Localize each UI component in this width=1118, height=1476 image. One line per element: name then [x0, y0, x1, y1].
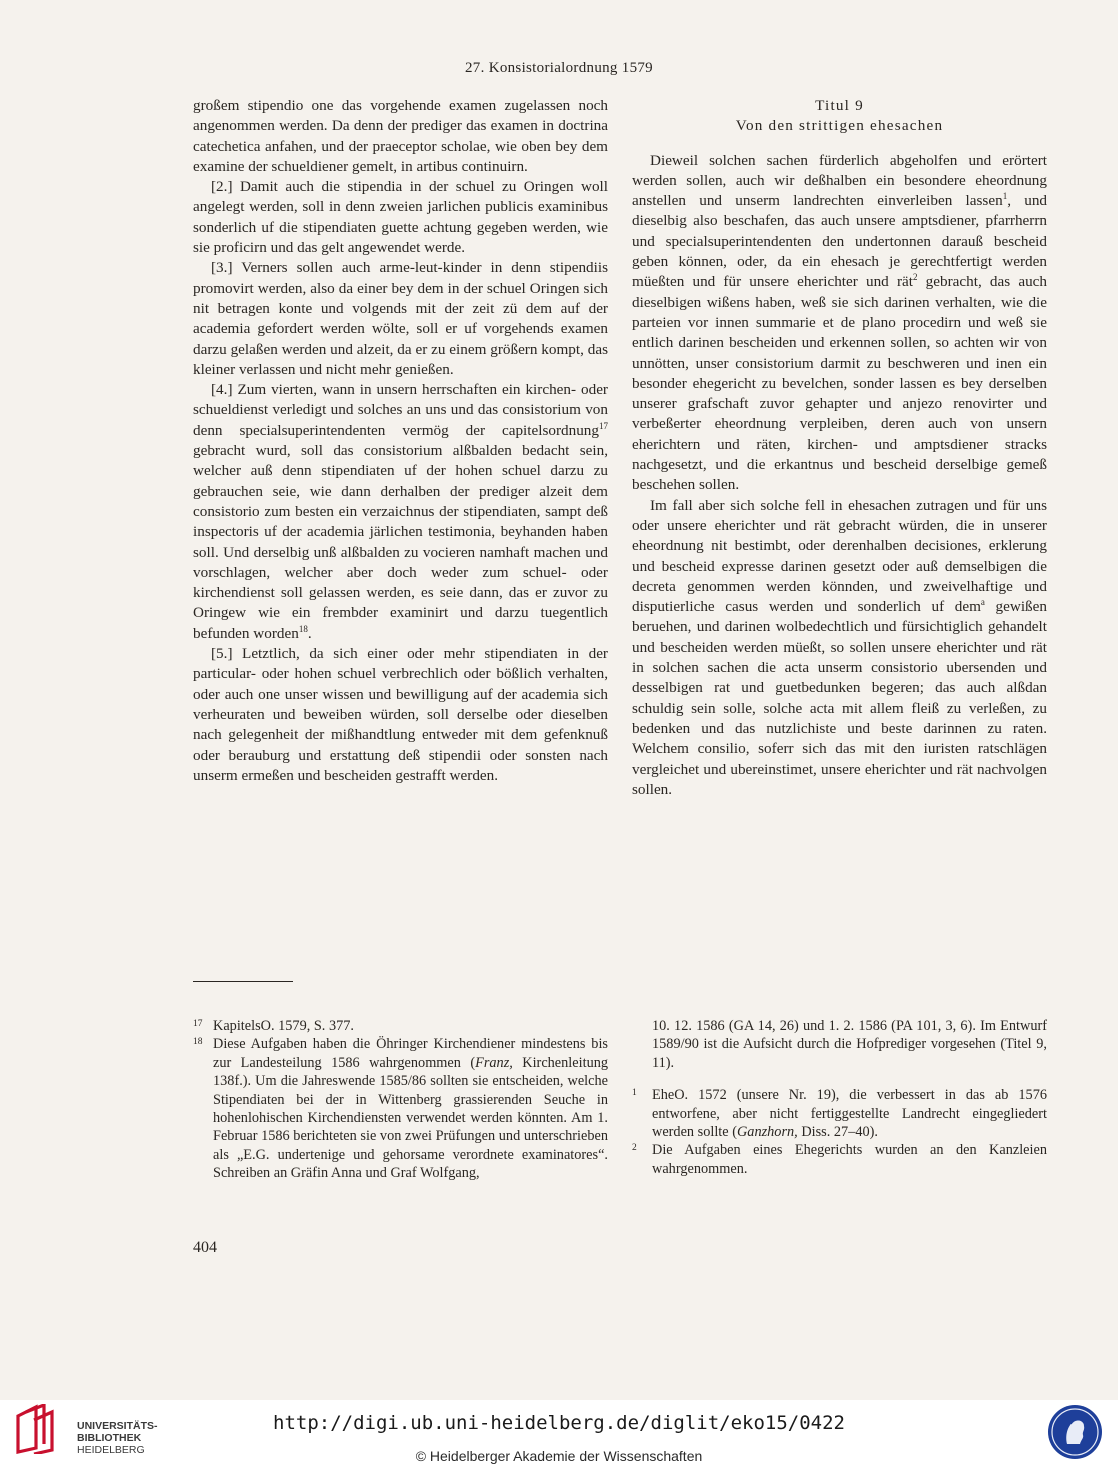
section-title — [632, 96, 1047, 137]
logo-text: UNIVERSITÄTS- BIBLIOTHEK HEIDELBERG — [77, 1420, 158, 1456]
footnote-ref-18[interactable]: 18 — [298, 623, 308, 634]
academy-seal-icon — [1047, 1404, 1103, 1460]
left-column — [193, 96, 608, 786]
permalink-url[interactable]: http://digi.ub.uni-heidelberg.de/diglit/eko15/0422 — [273, 1412, 845, 1434]
paragraph-5: [5.] Letztlich, da sich einer oder mehr stipendiaten in der particular- oder hohen schuel verbrechlich oder bößlich verhalten, oder auch one unser wissen und bewilligung auf der academia sich verheuraten und beweiben würden, soll derselbe oder dieselben nach gelegenheit der mißhandtlung entweder mit dem gefenknuß oder berauburg und erstattung deß stipendii oder sonsten nach unserm ermeßen und bescheiden gestrafft werden. — [193, 645, 608, 784]
paragraph-r1: Dieweil solchen sachen fürderlich abgeholfen und erörtert werden sollen, auch wir deßhalben ein besondere eheordnung anstellen und unserm landrechten einverleiben lassen$^1$, und dieselbig also beschafen, das auch unsere amptsdiener, pfarrherrn und specialsuperintendenten den undertonnen darauß bescheid geben können, oder, da ein ehesach je gerechtfertigt werden müeßten und für unsere eherichter und rät$^2$ gebracht, das auch dieselbigen wißens haben, weß sie sich darinen verhalten, wie die parteien vor innen summarie et de plano procedirn und weß sie entlich darinen bescheiden und erkennen sollen, so achten wir von unnötten, unser consistorium darmit zu beschweren und inen ein besonder ehegericht zu bevelchen, sonder lassen es bey derselben unserer grafschaft zuvor gehapter und anjezo renovirter und verbeßerter eheordnung verpleiben, deren auch von unsern eherichtern und räten, kirchen- und amptsdiener stracks nachgesetzt, und die erkantnus und bescheid derselbige gemeß beschehen sollen. — [632, 151, 1048, 494]
footnote-1: 1 EheO. 1572 (unsere Nr. 19), die verbessert in das ab 1576 entworfene, aber nicht fertiggestellte Landrecht eingegliedert werden sollte (Ganzhorn, Diss. 27–40). — [632, 1087, 1047, 1141]
footnote-18: 18 Diese Aufgaben haben die Öhringer Kirchendiener mindestens bis zur Landesteilung 1586 wahrgenommen (Franz, Kirchenleitung 138f.). Um die Jahreswende 1585/86 sollten sie entscheiden, welche Stipendiaten bei der in Wittenberg grassierenden Seuche in hohenlohischen Kirchendiensten verwendet werden könnten. Am 1. Februar 1586 berichteten sie von zwei Prüfungen und unterschrieben als „E.G. undertenige und gehorsame verordnete examinatores“. Schreiben an Gräfin Anna und Graf Wolfgang, — [193, 1036, 609, 1182]
footnote-ref-17[interactable]: 17 — [599, 420, 608, 431]
footnote-continuation: 10. 12. 1586 (GA 14, 26) und 1. 2. 1586 (PA 101, 3, 6). Im Entwurf 1589/90 ist die Aufsicht durch die Hofprediger vorgesehen (Titel 9, 11). — [652, 1018, 1047, 1071]
right-column — [632, 96, 1047, 800]
footnote-17: 17 KapitelsO. 1579, S. 377. — [193, 1018, 354, 1034]
paragraph-2: [2.] Damit auch die stipendia in der schuel zu Oringen woll angelegt werden, soll in denn zweien jarlichen publicis examinibus sonderlich uf die stipendiaten guette achtung gegeben werden, wie sie proficirn und das gelt angewendet werde. — [193, 178, 608, 257]
footnote-2: 2 Die Aufgaben eines Ehegerichts wurden an den Kanzleien wahrgenommen. — [632, 1142, 1047, 1177]
paragraph-3: [3.] Verners sollen auch arme-leut-kinder in denn stipendiis promovirt werden, also da einer bey dem in der schuel Oringen sich nit betragen konte und volgends mit der zeit zü dem auf der academia gefordert werden wölte, soll er uf vorgehends examen darzu gelaßen werden und alzeit, da er zu einem größern kompt, das kleiner verlassen und nicht mehr genießen. — [193, 259, 608, 378]
viewer-footer — [0, 1400, 1118, 1476]
title-number: Titul 9 — [815, 97, 864, 114]
footnote-rule — [193, 981, 293, 982]
footnote-ref-1[interactable]: 1 — [1002, 191, 1008, 202]
title-heading: Von den strittigen ehesachen — [735, 117, 944, 135]
paragraph-4: [4.] Zum vierten, wann in unsern herrschaften ein kirchen- oder schueldienst verledigt und solches an uns und das consistorium von denn specialsuperintendenten vermög der capitelsordnung$^{17}$ gebracht wurd, soll das consistorium alßbalden bedacht sein, welcher auß denn stipendiaten uf der hohen schuel darzu zu gebrauchen seie, wie dann derhalben der prediger alzeit dem consistorio zum besten ein verzaichnus der stipendiaten, sampt deß inspectoris uf der academia järlichen testimonia, beyhanden haben soll. Und derselbig unß alßbalden zu vocieren namhaft machen und vorschlagen, welcher aber doch weder zum schuel- oder kirchendienst soll gelassen werden, es seie dann, das er zuvor zu Oringew wie ein frembder examinirt und darzu tuegentlich befunden worden$^{18}$. — [193, 381, 608, 642]
paragraph: großem stipendio one das vorgehende examen zugelassen noch angenommen werden. Da denn der prediger das examen in doctrina catechetica anfahen, und der praeceptor scholae, wie oben bey dem examine der schueldiener gemelt, in artibus continuirn. — [193, 97, 608, 175]
footnote-ref-2[interactable]: 2 — [912, 272, 918, 283]
running-head: 27. Konsistorialordnung 1579 — [465, 60, 653, 76]
paragraph-r2: Im fall aber sich solche fell in ehesachen zutragen und für uns oder unsere eherichter und rät gebracht würden, die in unserer eheordnung nit bestimbt, oder derenhalben decisiones, erklerung und bescheid expresse darinen gesetzt oder auß demselbigen die decreta genommen werden könnden, und zweivelhaftige und disputierliche casus werden und sonderlich uf dem$^a$ gewißen beruehen, und darinen wolbedechtlich und fürsichtiglich gehandelt und bescheiden werden müeßt, so sollen unsere eherichter und rät in solchen sachen die acta unserm consistorio ubersenden und desselbigen rat und guetbedunken begeren; das auch alßdan schuldig sein solle, solche acta mit allem fleiß zu verleßen, zu bedenken und das nutzlichiste und beste darinnen zu raten. Welchem consilio, soferr sich das mit den iuristen ratschlägen vergleichet und ubereinstimet, unsere eherichter und rät nachvolgen sollen. — [632, 496, 1047, 798]
footnotes-right — [632, 1017, 1047, 1178]
footnotes-left — [193, 1017, 608, 1183]
copyright-notice: © Heidelberger Akademie der Wissenschaften — [415, 1448, 703, 1464]
footnote-ref-a[interactable]: a — [980, 597, 985, 608]
page-number: 404 — [193, 1239, 217, 1256]
